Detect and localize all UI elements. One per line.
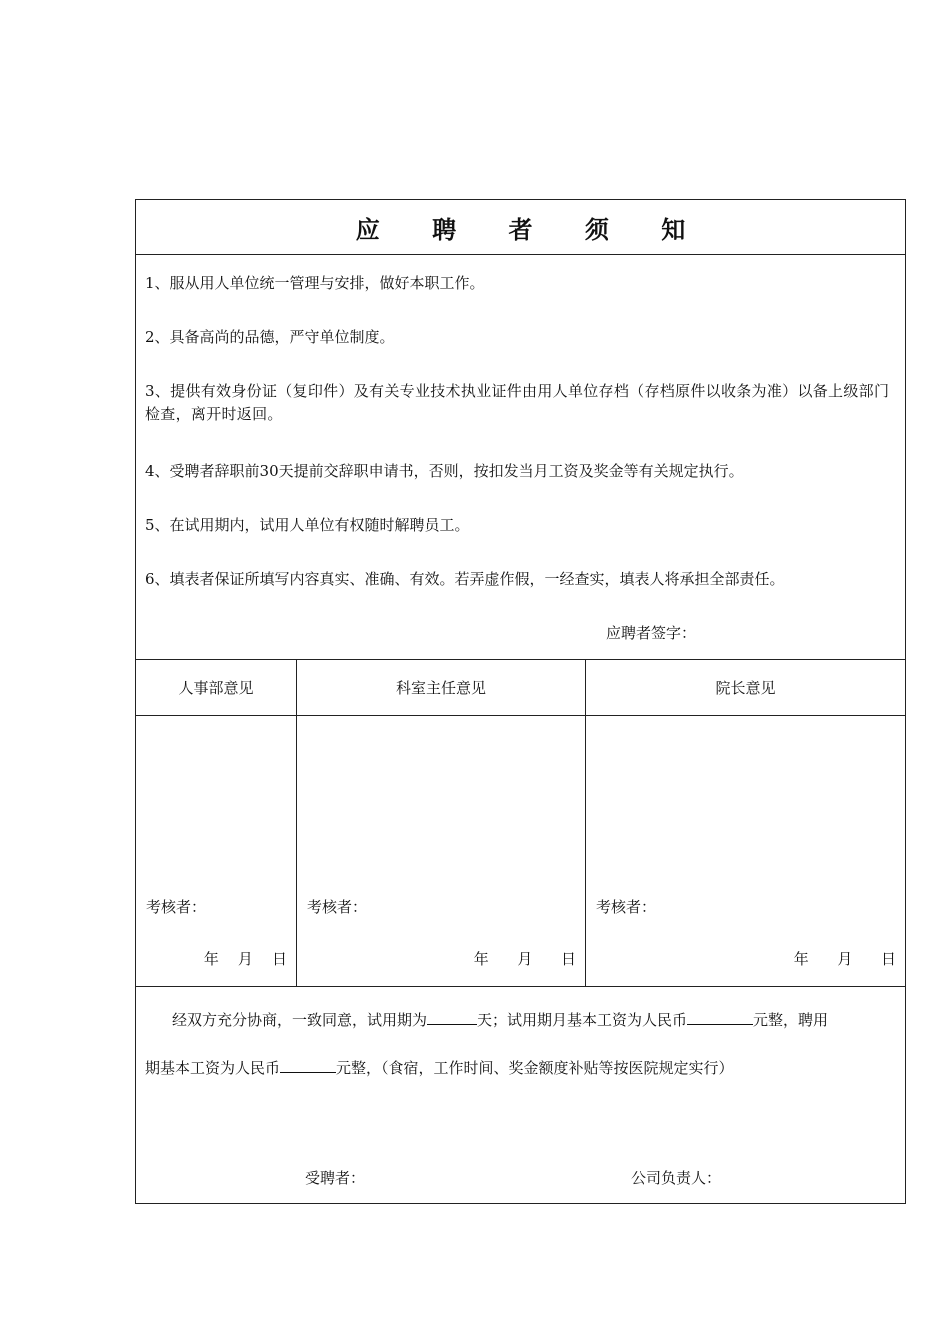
opinion-header-row — [136, 660, 905, 716]
agreement-text: 天；试用期月基本工资为人民币 — [477, 1011, 688, 1029]
hr-opinion-header-cell — [136, 660, 297, 715]
form-title: 应 聘 者 须 知 — [355, 214, 708, 244]
dept-head-reviewer-label: 考核者： — [307, 898, 368, 916]
probation-days-blank[interactable] — [427, 1010, 477, 1025]
notice-item: 3、提供有效身份证（复印件）及有关专业技术执业证件由用人单位存档（存档原件以收条为准）以备上级部门检查，离开时返回。 — [145, 382, 890, 423]
application-notice-form — [135, 199, 906, 1204]
hr-date-label: 年 月 日 — [203, 950, 287, 968]
hr-opinion-cell — [136, 716, 297, 986]
dept-head-opinion-header: 科室主任意见 — [395, 679, 486, 697]
president-opinion-cell — [586, 716, 905, 986]
president-reviewer-label: 考核者： — [596, 898, 657, 916]
title-row — [136, 200, 905, 255]
probation-salary-blank[interactable] — [687, 1010, 753, 1025]
dept-head-date-label: 年 月 日 — [473, 950, 576, 968]
president-date-label: 年 月 日 — [793, 950, 896, 968]
notice-section — [136, 255, 905, 660]
agreement-section — [136, 987, 905, 1203]
notice-item: 2、具备高尚的品德，严守单位制度。 — [145, 328, 395, 346]
opinion-body-row — [136, 716, 905, 987]
notice-item: 4、受聘者辞职前30天提前交辞职申请书，否则，按扣发当月工资及奖金等有关规定执行。 — [145, 462, 744, 480]
president-opinion-header-cell — [586, 660, 905, 715]
agreement-line-2 — [145, 1057, 734, 1078]
notice-item: 1、服从用人单位统一管理与安排，做好本职工作。 — [145, 274, 485, 292]
employee-signature-label: 受聘者： — [305, 1169, 366, 1187]
formal-salary-blank[interactable] — [280, 1058, 336, 1073]
hr-reviewer-label: 考核者： — [146, 898, 207, 916]
dept-head-opinion-cell — [297, 716, 586, 986]
notice-item: 5、在试用期内，试用人单位有权随时解聘员工。 — [145, 516, 470, 534]
dept-head-opinion-header-cell — [297, 660, 586, 715]
applicant-signature-label: 应聘者签字： — [606, 624, 697, 642]
agreement-line-1 — [172, 1009, 828, 1030]
hr-opinion-header: 人事部意见 — [178, 679, 254, 697]
agreement-text: 元整，（食宿，工作时间、奖金额度补贴等按医院规定实行） — [336, 1059, 734, 1077]
notice-item: 6、填表者保证所填写内容真实、准确、有效。若弄虚作假，一经查实，填表人将承担全部责任。 — [145, 570, 785, 588]
president-opinion-header: 院长意见 — [715, 679, 776, 697]
company-signature-label: 公司负责人： — [631, 1169, 722, 1187]
agreement-text: 期基本工资为人民币 — [145, 1059, 281, 1077]
agreement-text: 经双方充分协商，一致同意，试用期为 — [172, 1011, 428, 1029]
agreement-text: 元整，聘用 — [753, 1011, 829, 1029]
